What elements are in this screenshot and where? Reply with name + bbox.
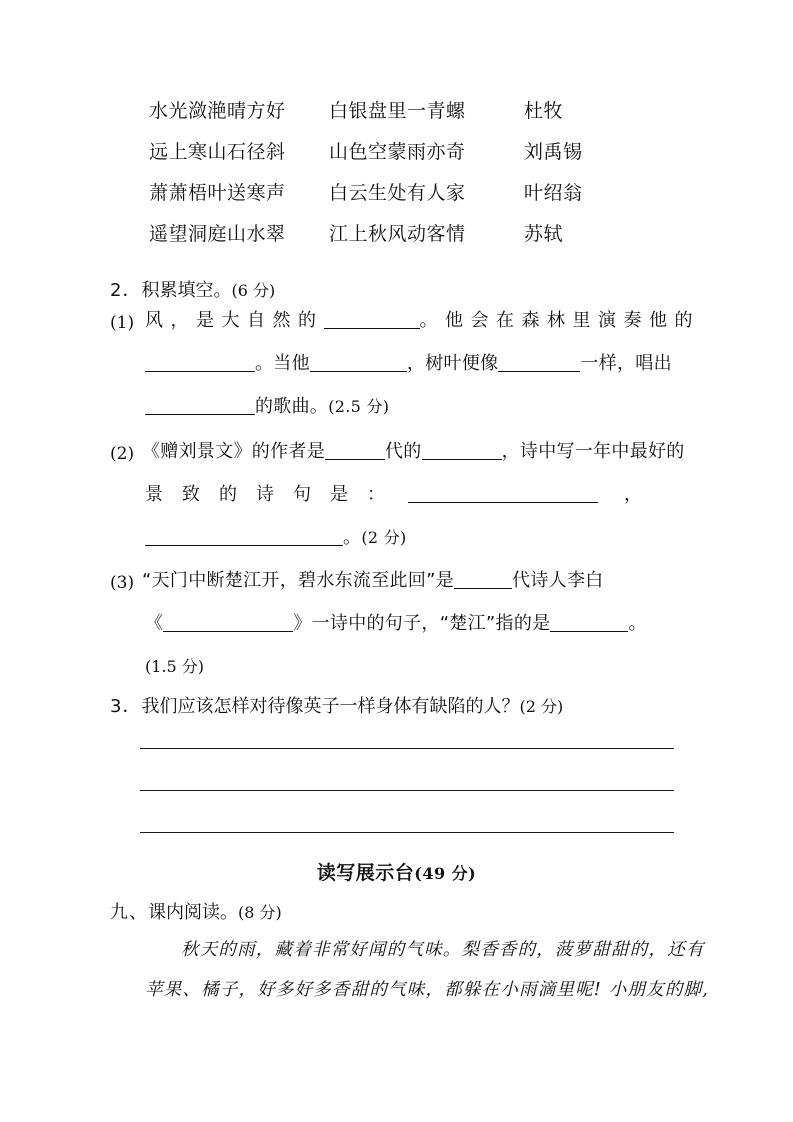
question-2-heading: [110, 276, 275, 302]
question-9-score: (8 分): [238, 903, 282, 922]
sub-item-2-text-a2: 景致的诗句是：: [145, 484, 404, 505]
poem-line-b: 白云生处有人家: [329, 182, 466, 204]
answer-rule-line[interactable]: [140, 748, 674, 749]
sub-item-3-text-a: “天门中断楚江开，碧水东流至此回”是: [142, 570, 455, 591]
fill-blank[interactable]: [325, 459, 385, 460]
sub-item-2-text-c: ，诗中写一年中最好的: [501, 441, 685, 462]
passage-line: 苹果、橘子，好多好多香甜的气味，都躲在小雨滴里呢! 小朋友的脚,: [145, 980, 710, 1000]
passage-line: 秋天的雨，藏着非常好闻的气味。梨香香的，菠萝甜甜的，还有: [181, 940, 705, 960]
sub-item-2-text-b2: ，: [624, 484, 642, 505]
sub-item-1-line-3: [145, 398, 389, 416]
fill-blank[interactable]: [408, 502, 598, 503]
poem-author: 叶绍翁: [524, 182, 583, 204]
sub-item-2-line-1: [142, 443, 685, 461]
question-3-heading: [110, 692, 563, 718]
poem-line-a: 远上寒山石径斜: [149, 141, 286, 163]
sub-item-2-text-b: 代的: [385, 441, 422, 462]
question-3-title: 我们应该怎样对待像英子一样身体有缺陷的人？: [141, 696, 520, 717]
reading-passage: [145, 930, 710, 1010]
sub-item-1-score: (2.5 分): [328, 397, 390, 416]
answer-rule-line[interactable]: [140, 790, 674, 791]
table-row: [110, 137, 675, 178]
fill-blank[interactable]: [324, 328, 420, 329]
poem-author: 杜牧: [524, 100, 564, 122]
sub-item-3-marker: (3): [110, 573, 135, 593]
sub-item-1-text-a3: 的歌曲。: [255, 396, 329, 417]
sub-item-1-text-a: 风，是大自然的: [145, 310, 324, 331]
table-row: [110, 219, 675, 260]
section-banner-title: 读写展示台: [316, 862, 415, 884]
sub-item-2-line-2: [145, 486, 642, 504]
sub-item-1-line-2: [145, 355, 672, 373]
sub-item-2-text-a: 《赠刘景文》的作者是: [142, 441, 325, 462]
sub-item-1-marker: (1): [110, 313, 135, 333]
fill-blank[interactable]: [454, 588, 512, 589]
question-3-score: (2 分): [519, 697, 564, 716]
fill-blank[interactable]: [145, 545, 343, 546]
question-9-heading: [110, 898, 282, 924]
sub-item-2-line-3: [145, 529, 407, 547]
sub-item-3-line-3: [145, 658, 204, 676]
table-row: [110, 96, 675, 137]
question-2-number: 2．: [110, 280, 142, 301]
question-2-title: 积累填空。: [141, 280, 232, 301]
table-row: [110, 178, 675, 219]
answer-rule-line[interactable]: [140, 832, 674, 833]
poem-line-b: 江上秋风动客情: [329, 223, 466, 245]
sub-item-3-text-b2: 》一诗中的句子，“楚江”指的是: [293, 613, 551, 634]
sub-item-3-bracket-open: 《: [145, 613, 164, 634]
question-2-score: (6 分): [231, 281, 276, 300]
sub-item-2-text-a3: 。: [343, 527, 362, 548]
poem-author: 苏轼: [524, 223, 564, 245]
fill-blank[interactable]: [310, 371, 407, 372]
sub-item-3-line-1: [142, 572, 604, 590]
section-banner: [0, 858, 793, 885]
poem-answer-table: [110, 96, 675, 260]
section-banner-score: (49 分): [414, 864, 477, 883]
fill-blank[interactable]: [163, 631, 293, 632]
sub-item-3-line-2: [145, 615, 647, 633]
sub-item-2-score: (2 分): [361, 528, 407, 547]
sub-item-1-text-b2: ，树叶便像: [406, 353, 499, 374]
sub-item-1-text-b: 。他会在森林里演奏他的: [419, 310, 700, 331]
sub-item-1-text-c2: 一样，唱出: [580, 353, 672, 374]
fill-blank[interactable]: [550, 631, 628, 632]
fill-blank[interactable]: [498, 371, 580, 372]
fill-blank[interactable]: [422, 459, 502, 460]
poem-line-a: 萧萧梧叶送寒声: [149, 182, 286, 204]
sub-item-1-line-1: [145, 312, 700, 330]
poem-line-b: 白银盘里一青螺: [329, 100, 466, 122]
sub-item-1-text-a2: 。当他: [255, 353, 310, 374]
fill-blank[interactable]: [145, 414, 255, 415]
sub-item-3-text-b: 代诗人李白: [512, 570, 604, 591]
sub-item-3-text-c2: 。: [628, 613, 647, 634]
sub-item-3-score: (1.5 分): [145, 657, 205, 676]
poem-author: 刘禹锡: [524, 141, 583, 163]
poem-line-b: 山色空蒙雨亦奇: [329, 141, 466, 163]
poem-line-a: 水光潋滟晴方好: [149, 100, 286, 122]
fill-blank[interactable]: [145, 371, 255, 372]
question-3-number: 3．: [110, 696, 142, 717]
question-9-number: 九、: [110, 902, 148, 923]
poem-line-a: 遥望洞庭山水翠: [149, 223, 286, 245]
sub-item-2-marker: (2): [110, 444, 135, 464]
question-9-title: 课内阅读。: [148, 902, 238, 923]
